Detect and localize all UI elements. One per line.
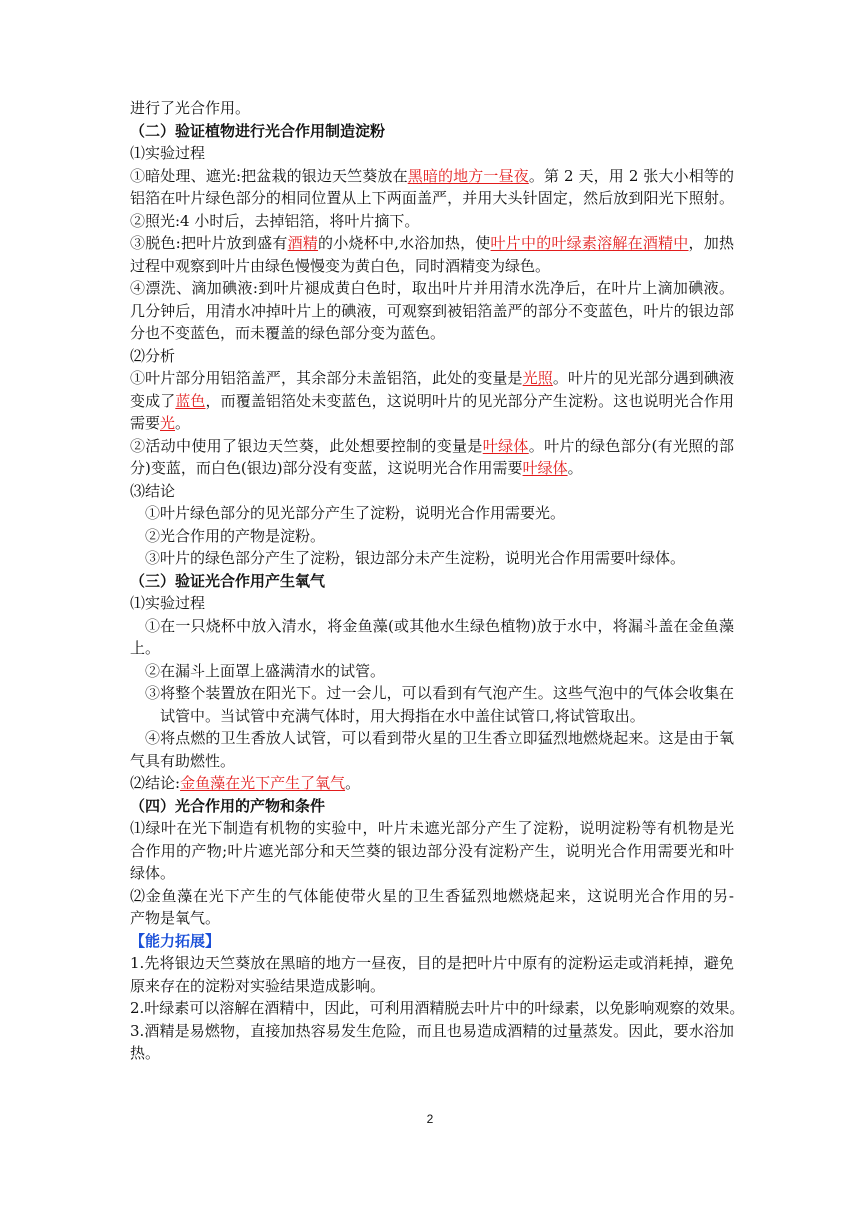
text-segment: ③脱色:把叶片放到盛有 (130, 234, 288, 252)
text-line: 上。 (130, 639, 161, 657)
text-segment: 。第 2 天，用 2 张大小相等的 (528, 166, 734, 185)
section-heading: （三）验证光合作用产生氧气 (130, 571, 326, 590)
text-segment: 。 (175, 414, 191, 432)
text-line: ②光合作用的产物是淀粉。 (145, 526, 326, 545)
text-segment: ①暗处理、遮光:把盆栽的银边天竺葵放在 (130, 166, 408, 185)
text-segment: 分)变蓝，而白色(银边)部分没有变蓝，这说明光合作用需要 (130, 459, 523, 477)
answer-blank: 叶绿体 (482, 436, 529, 455)
text-line: 分也不变蓝色，而未覆盖的绿色部分变为蓝色。 (130, 324, 446, 342)
answer-blank: 光照 (522, 369, 553, 387)
text-line: ⑵分析 (130, 346, 176, 365)
answer-blank: 金鱼藻在光下产生了氧气 (180, 774, 346, 792)
text-segment: ，而覆盖铝箔处未变蓝色，这说明叶片的见光部分产生淀粉。这也说明光合作用 (205, 391, 734, 410)
text-line: 进行了光合作用。 (130, 99, 251, 117)
text-line (130, 165, 734, 188)
text-segment: ①叶片部分用铝箔盖严，其余部分未盖铝箔，此处的变量是 (130, 369, 523, 387)
answer-blank: 黑暗的地方一昼夜 (407, 166, 529, 185)
text-line: ③将整个装置放在阳光下。过一会儿，可以看到有气泡产生。这些气泡中的气体会收集在 (145, 684, 734, 702)
text-line (130, 412, 734, 435)
text-line (130, 232, 734, 255)
text-segment: ②活动中使用了银边天竺葵，此处想要控制的变量是 (130, 436, 483, 455)
text-segment: 需要 (130, 414, 161, 432)
text-line: ①在一只烧杯中放入清水，将金鱼藻(或其他水生绿色植物)放于水中，将漏斗盖在金鱼藻 (145, 616, 734, 635)
text-segment: 。叶片的见光部分遇到碘液 (552, 369, 734, 387)
text-segment: ⑵结论: (130, 774, 181, 792)
text-line: 气具有助燃性。 (130, 751, 236, 770)
text-segment: 的小烧杯中,水浴加热，使 (318, 234, 491, 252)
text-segment: 变成了 (130, 391, 176, 410)
text-line (130, 457, 734, 480)
answer-blank: 蓝色 (175, 391, 206, 410)
document-body (130, 97, 745, 1065)
text-line (130, 390, 734, 413)
text-line: 2.叶绿素可以溶解在酒精中，因此，可利用酒精脱去叶片中的叶绿素，以免影响观察的效果。 (130, 999, 745, 1017)
text-line: 产物是氧气。 (130, 909, 221, 927)
text-line (130, 435, 734, 458)
text-line: 原来存在的淀粉对实验结果造成影响。 (130, 976, 386, 995)
text-line: 合作用的产物;叶片遮光部分和天竺葵的银边部分没有淀粉产生，说明光合作用需要光和叶 (130, 841, 734, 860)
text-line: ③叶片的绿色部分产生了淀粉，银边部分未产生淀粉，说明光合作用需要叶绿体。 (145, 549, 686, 567)
answer-blank: 叶绿体 (522, 459, 568, 477)
text-line (130, 772, 734, 795)
text-line: 3.酒精是易燃物，直接加热容易发生危险，而且也易造成酒精的过量蒸发。因此，要水浴加 (130, 1021, 734, 1040)
text-segment: 。叶片的绿色部分(有光照的部 (528, 436, 734, 455)
text-line: 绿体。 (130, 864, 176, 882)
text-segment: 。 (567, 459, 583, 477)
text-line: ⑶结论 (130, 481, 176, 500)
text-line: 试管中。当试管中充满气体时，用大拇指在水中盖住试管口,将试管取出。 (160, 706, 645, 725)
text-line: ⑴实验过程 (130, 594, 206, 612)
text-line: ②照光:4 小时后，去掉铝箔，将叶片摘下。 (130, 211, 420, 230)
text-line: ⑵金鱼藻在光下产生的气体能使带火星的卫生香猛烈地燃烧起来，这说明光合作用的另- (130, 886, 734, 905)
section-heading: （四）光合作用的产物和条件 (130, 796, 326, 815)
text-segment: ，加热 (688, 234, 734, 252)
text-line: 铝箔在叶片绿色部分的相同位置从上下两面盖严，并用大头针固定，然后放到阳光下照射。 (130, 189, 734, 207)
answer-blank: 叶片中的叶绿素溶解在酒精中 (490, 234, 689, 252)
text-line (130, 367, 734, 390)
text-line: ④漂洗、滴加碘液:到叶片褪成黄白色时，取出叶片并用清水洗净后，在叶片上滴加碘液。 (130, 279, 734, 297)
text-line: 几分钟后，用清水冲掉叶片上的碘液，可观察到被铝箔盖严的部分不变蓝色，叶片的银边部 (130, 301, 734, 320)
answer-blank: 酒精 (287, 234, 319, 252)
text-line: ①叶片绿色部分的见光部分产生了淀粉，说明光合作用需要光。 (145, 504, 566, 522)
text-line: ②在漏斗上面罩上盛满清水的试管。 (145, 661, 386, 680)
answer-blank: 光 (160, 414, 176, 432)
text-line: 热。 (130, 1044, 161, 1062)
text-line: 过程中观察到叶片由绿色慢慢变为黄白色，同时酒精变为绿色。 (130, 256, 551, 275)
text-line: ⑴实验过程 (130, 144, 206, 162)
page-number: 2 (426, 1112, 434, 1126)
text-line: ④将点燃的卫生香放人试管，可以看到带火星的卫生香立即猛烈地燃烧起来。这是由于氧 (145, 729, 734, 747)
section-heading-blue: 【能力拓展】 (130, 931, 221, 950)
text-line: 1.先将银边天竺葵放在黑暗的地方一昼夜，目的是把叶片中原有的淀粉运走或消耗掉，避免 (130, 954, 734, 972)
section-heading: （二）验证植物进行光合作用制造淀粉 (130, 121, 386, 140)
text-segment: 。 (345, 774, 361, 792)
text-line: ⑴绿叶在光下制造有机物的实验中，叶片未遮光部分产生了淀粉，说明淀粉等有机物是光 (130, 819, 734, 837)
